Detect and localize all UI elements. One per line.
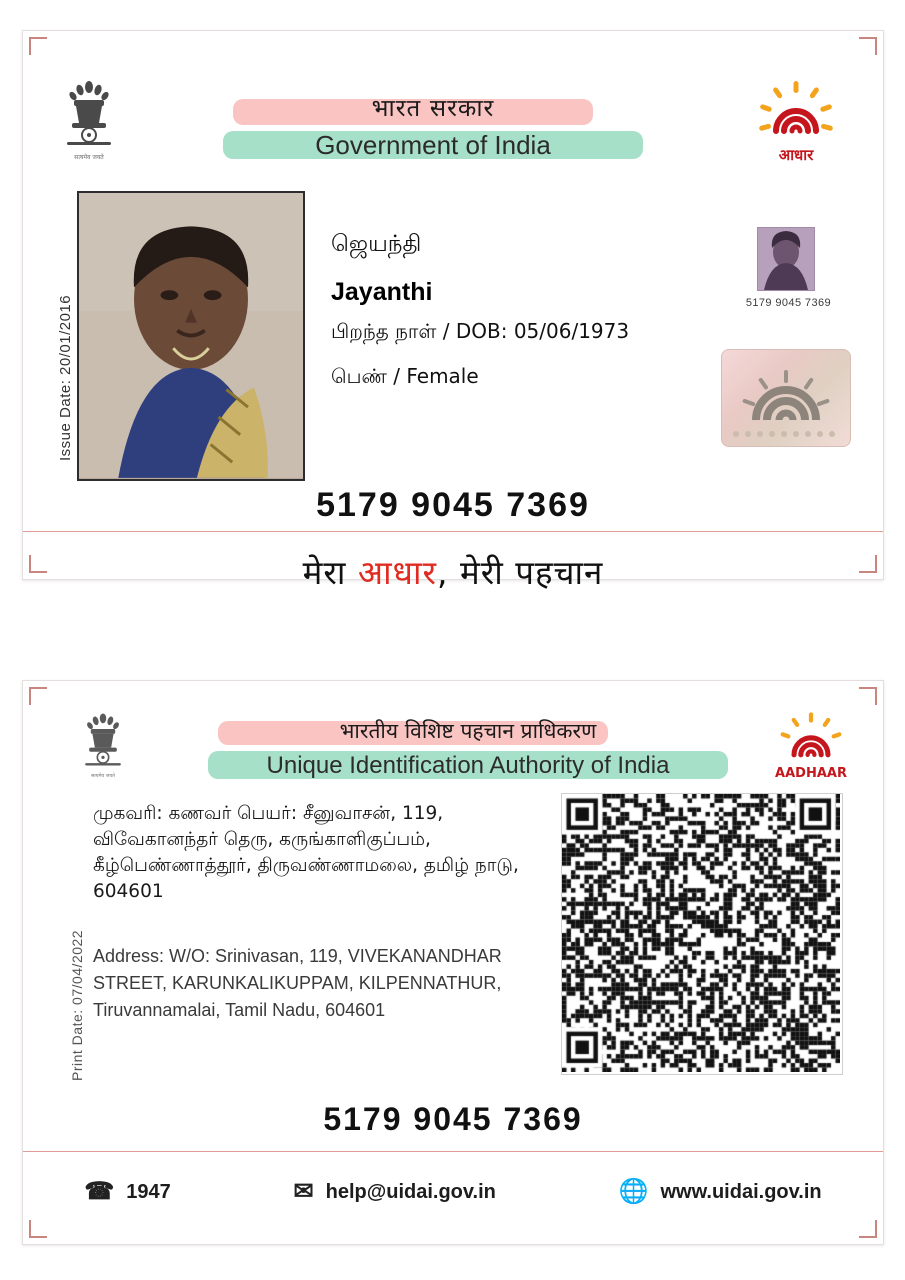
back-footer [23, 1169, 883, 1215]
ghost-portrait-photo [757, 227, 815, 291]
aadhaar-front-card [22, 30, 884, 592]
footer-phone-text: 1947 [126, 1180, 171, 1203]
aadhaar-logo-text: आधार [778, 146, 814, 164]
aadhaar-back-card [22, 680, 884, 1245]
issue-date-label: Issue Date: 20/01/2016 [57, 294, 74, 461]
uid-number-back: 5179 9045 7369 [323, 1101, 583, 1137]
name-english: Jayanthi [331, 278, 433, 306]
uid-number-front: 5179 9045 7369 [316, 486, 590, 524]
crop-mark-bottom-right-back [859, 1220, 877, 1238]
uidai-english-text: Unique Identification Authority of India [266, 752, 670, 779]
aadhaar-hologram-icon [721, 349, 851, 447]
globe-icon: 🌐 [618, 1178, 649, 1205]
back-divider [23, 1151, 883, 1152]
india-national-emblem-icon-back [79, 707, 127, 785]
crop-mark-top-right [859, 37, 877, 55]
qr-code [561, 793, 843, 1075]
header-english-text: Government of India [315, 130, 551, 160]
india-national-emblem-icon [61, 73, 117, 169]
slogan-suffix: , मेरी पहचान [437, 553, 604, 592]
uidai-hindi-text: भारतीय विशिष्ट पहचान प्राधिकरण [339, 719, 597, 743]
print-date-label: Print Date: 07/04/2022 [69, 929, 85, 1081]
gender-line: பெண் / Female [331, 364, 479, 388]
back-header-block [208, 717, 728, 780]
slogan-prefix: मेरा [302, 553, 358, 592]
front-header-block [223, 91, 643, 161]
svg-text:सत्यमेव जयते: सत्यमेव जयते [74, 154, 104, 161]
header-hindi-text: भारत सरकार [371, 94, 495, 122]
telephone-icon: ☎ [84, 1178, 115, 1205]
crop-mark-top-right-back [859, 687, 877, 705]
crop-mark-bottom-left-back [29, 1220, 47, 1238]
mini-photo-number: 5179 9045 7369 [745, 297, 831, 309]
footer-website-text: www.uidai.gov.in [660, 1180, 822, 1203]
footer-email-text: help@uidai.gov.in [325, 1180, 496, 1203]
aadhaar-logo-text-back: AADHAAR [775, 766, 847, 781]
portrait-photo [77, 191, 305, 481]
address-tamil: முகவரி: கணவர் பெயர்: சீனுவாசன், 119, விவேகானந்தர் தெரு, கருங்காளிகுப்பம், கீழ்பெண்ணாத்தூர், திருவண்ணாமலை, தமிழ் நாடு, 604601 [93, 803, 519, 902]
aadhaar-logo-icon [741, 79, 851, 165]
slogan-highlight: आधार [357, 553, 437, 592]
crop-mark-top-left [29, 37, 47, 55]
envelope-icon: ✉ [293, 1178, 314, 1205]
slogan [23, 549, 883, 594]
footer-website[interactable] [619, 1180, 822, 1204]
footer-email[interactable] [294, 1180, 496, 1204]
dob-line: பிறந்த நாள் / DOB: 05/06/1973 [331, 319, 630, 343]
front-divider [23, 531, 883, 532]
address-english: Address: W/O: Srinivasan, 119, VIVEKANANDHAR STREET, KARUNKALIKUPPAM, KILPENNATHUR, Tiruvannamalai, Tamil Nadu, 604601 [93, 946, 502, 1020]
svg-text:सत्यमेव जयते: सत्यमेव जयते [91, 772, 115, 779]
name-tamil: ஜெயந்தி [331, 231, 422, 257]
aadhaar-logo-icon-back [761, 709, 861, 781]
footer-phone[interactable] [84, 1180, 170, 1204]
crop-mark-top-left-back [29, 687, 47, 705]
